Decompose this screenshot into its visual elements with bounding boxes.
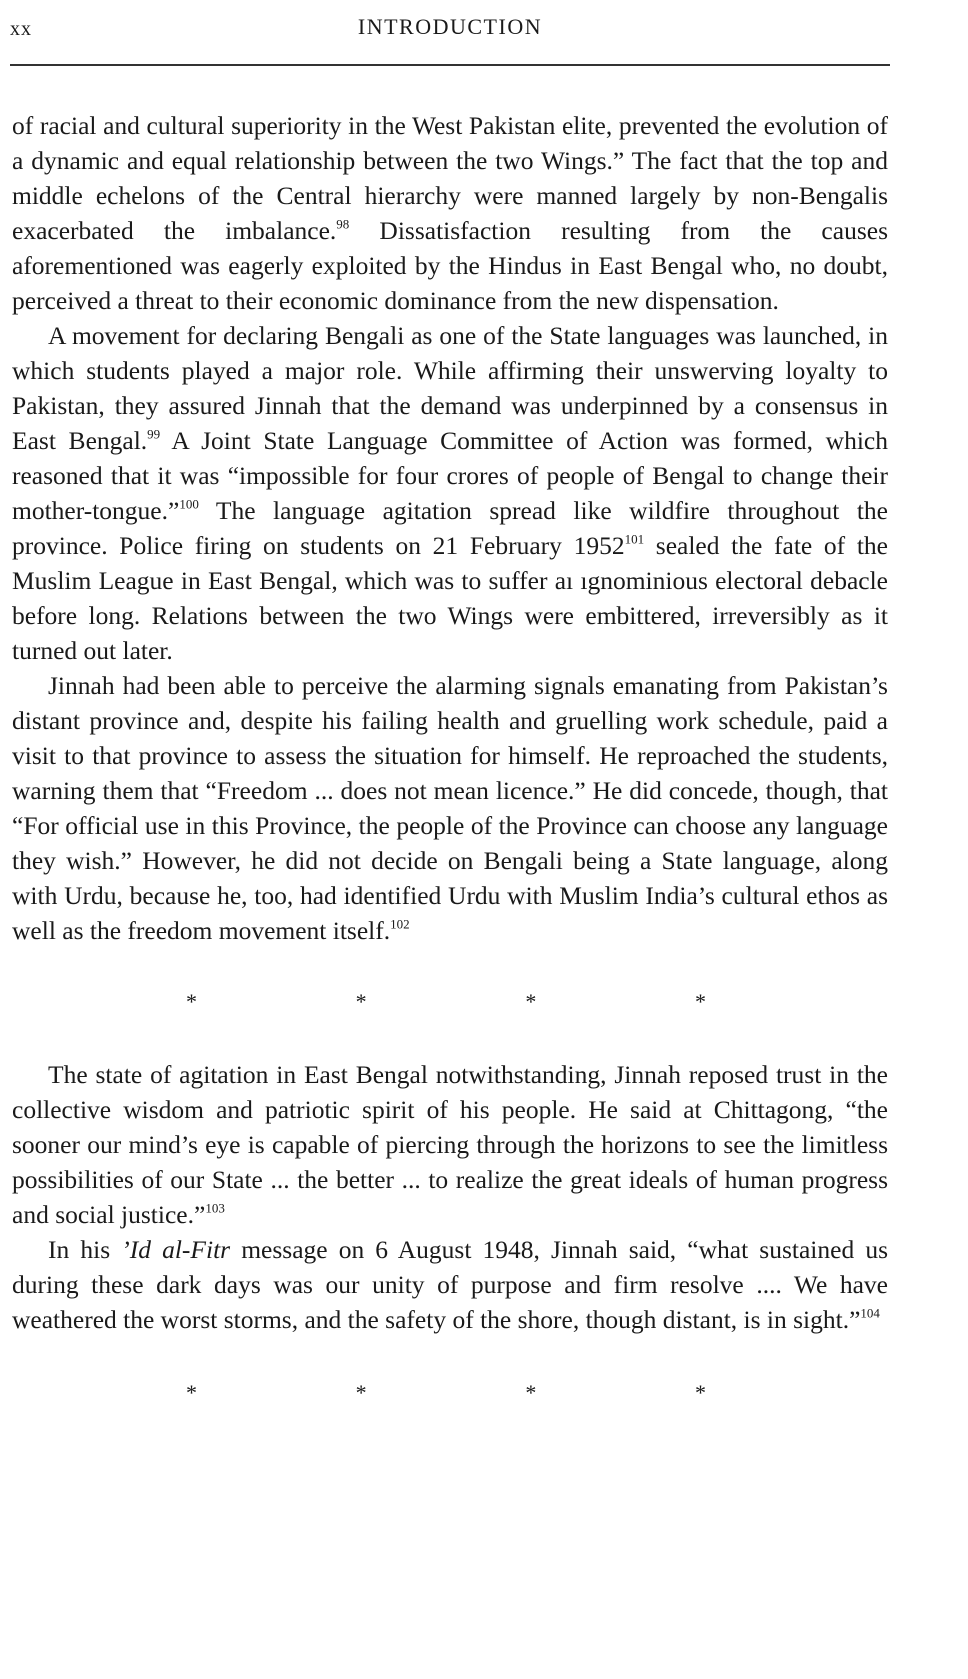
asterisk: * bbox=[355, 989, 367, 1014]
paragraph-4 bbox=[12, 1057, 888, 1232]
running-head: INTRODUCTION bbox=[357, 14, 543, 39]
footnote-ref-104: 104 bbox=[860, 1305, 880, 1321]
section-separator-1 bbox=[186, 984, 706, 1019]
asterisk: * bbox=[525, 1380, 537, 1405]
asterisk: * bbox=[186, 1380, 197, 1405]
page-number: xx bbox=[10, 18, 32, 40]
text-run: In his bbox=[48, 1235, 122, 1264]
paragraph-1 bbox=[12, 108, 888, 318]
footnote-ref-98: 98 bbox=[336, 216, 350, 232]
paragraph-2 bbox=[12, 318, 888, 668]
paragraph-5 bbox=[12, 1232, 888, 1337]
asterisk: * bbox=[355, 1380, 367, 1405]
text-run: of racial and cultural superiority in the West Pakistan elite, prevented the evolution of a dynamic and equal relationship between the two Wings.” The fact that the top and middle echelons of the Central hierarchy were manned largely by non-Bengalis exacerbated the imbalance. bbox=[12, 111, 888, 245]
text-run: Jinnah had been able to perceive the alarming signals emanating from Pakistan’s distant province and, despite his failing health and gruelling work schedule, paid a visit to that province to assess the situation for himself. He reproached the students, warning them that “Freedom ... does not mean licence.” He did concede, though, that “For official use in this Province, the people of the Province can choose any language they wish.” However, he did not decide on Bengali being a State language, along with Urdu, because he, too, had identified Urdu with Muslim India’s cultural ethos as well as the freedom movement itself. bbox=[12, 671, 888, 945]
asterisk: * bbox=[186, 989, 197, 1014]
asterisk: * bbox=[525, 989, 537, 1014]
footnote-ref-102: 102 bbox=[390, 916, 410, 932]
text-run: A Joint State Language Committee of Action was formed, which reasoned that it was “impossible for four crores of people of Bengal to change their mother-tongue.” bbox=[12, 426, 888, 525]
body-text bbox=[12, 108, 888, 1410]
text-run: The language agitation spread like wildfire throughout the province. Police firing on students on 21 February 1952 bbox=[12, 496, 888, 560]
page-header bbox=[10, 14, 890, 50]
footnote-ref-99: 99 bbox=[147, 426, 161, 442]
footnote-ref-103: 103 bbox=[205, 1200, 225, 1216]
paragraph-3 bbox=[12, 668, 888, 948]
footnote-ref-100: 100 bbox=[179, 496, 199, 512]
text-run: Dissatisfaction resulting from the causes aforementioned was eagerly exploited by the Hindus in East Bengal who, no doubt, perceived a threat to their economic dominance from the new dispensation. bbox=[12, 216, 888, 315]
asterisk: * bbox=[694, 989, 706, 1014]
text-run: message on 6 August 1948, Jinnah said, “what sustained us during these dark days was our unity of purpose and firm resolve .... We have weathered the worst storms, and the safety of the shore, though distant, is in sight.” bbox=[12, 1235, 888, 1334]
footnote-ref-101: 101 bbox=[624, 531, 645, 547]
header-rule bbox=[10, 64, 890, 66]
text-run: sealed the fate of the Muslim League in East Bengal, which was to suffer aı ıgnominious electoral debacle before long. Relations between the two Wings were embittered, irreversibly as it turned out later. bbox=[12, 531, 888, 665]
text-run: The state of agitation in East Bengal notwithstanding, Jinnah reposed trust in the collective wisdom and patriotic spirit of his people. He said at Chittagong, “the sooner our mind’s eye is capable of piercing through the horizons to see the limitless possibilities of our State ... the better ... to realize the great ideals of human progress and social justice.” bbox=[12, 1060, 888, 1229]
text-run: A movement for declaring Bengali as one of the State languages was launched, in which students played a major role. While affirming their unswerving loyalty to Pakistan, they assured Jinnah that the demand was underpinned by a consensus in East Bengal. bbox=[12, 321, 888, 455]
section-separator-2 bbox=[186, 1375, 706, 1410]
italic-term: ’Id al-Fitr bbox=[121, 1235, 231, 1264]
asterisk: * bbox=[694, 1380, 706, 1405]
